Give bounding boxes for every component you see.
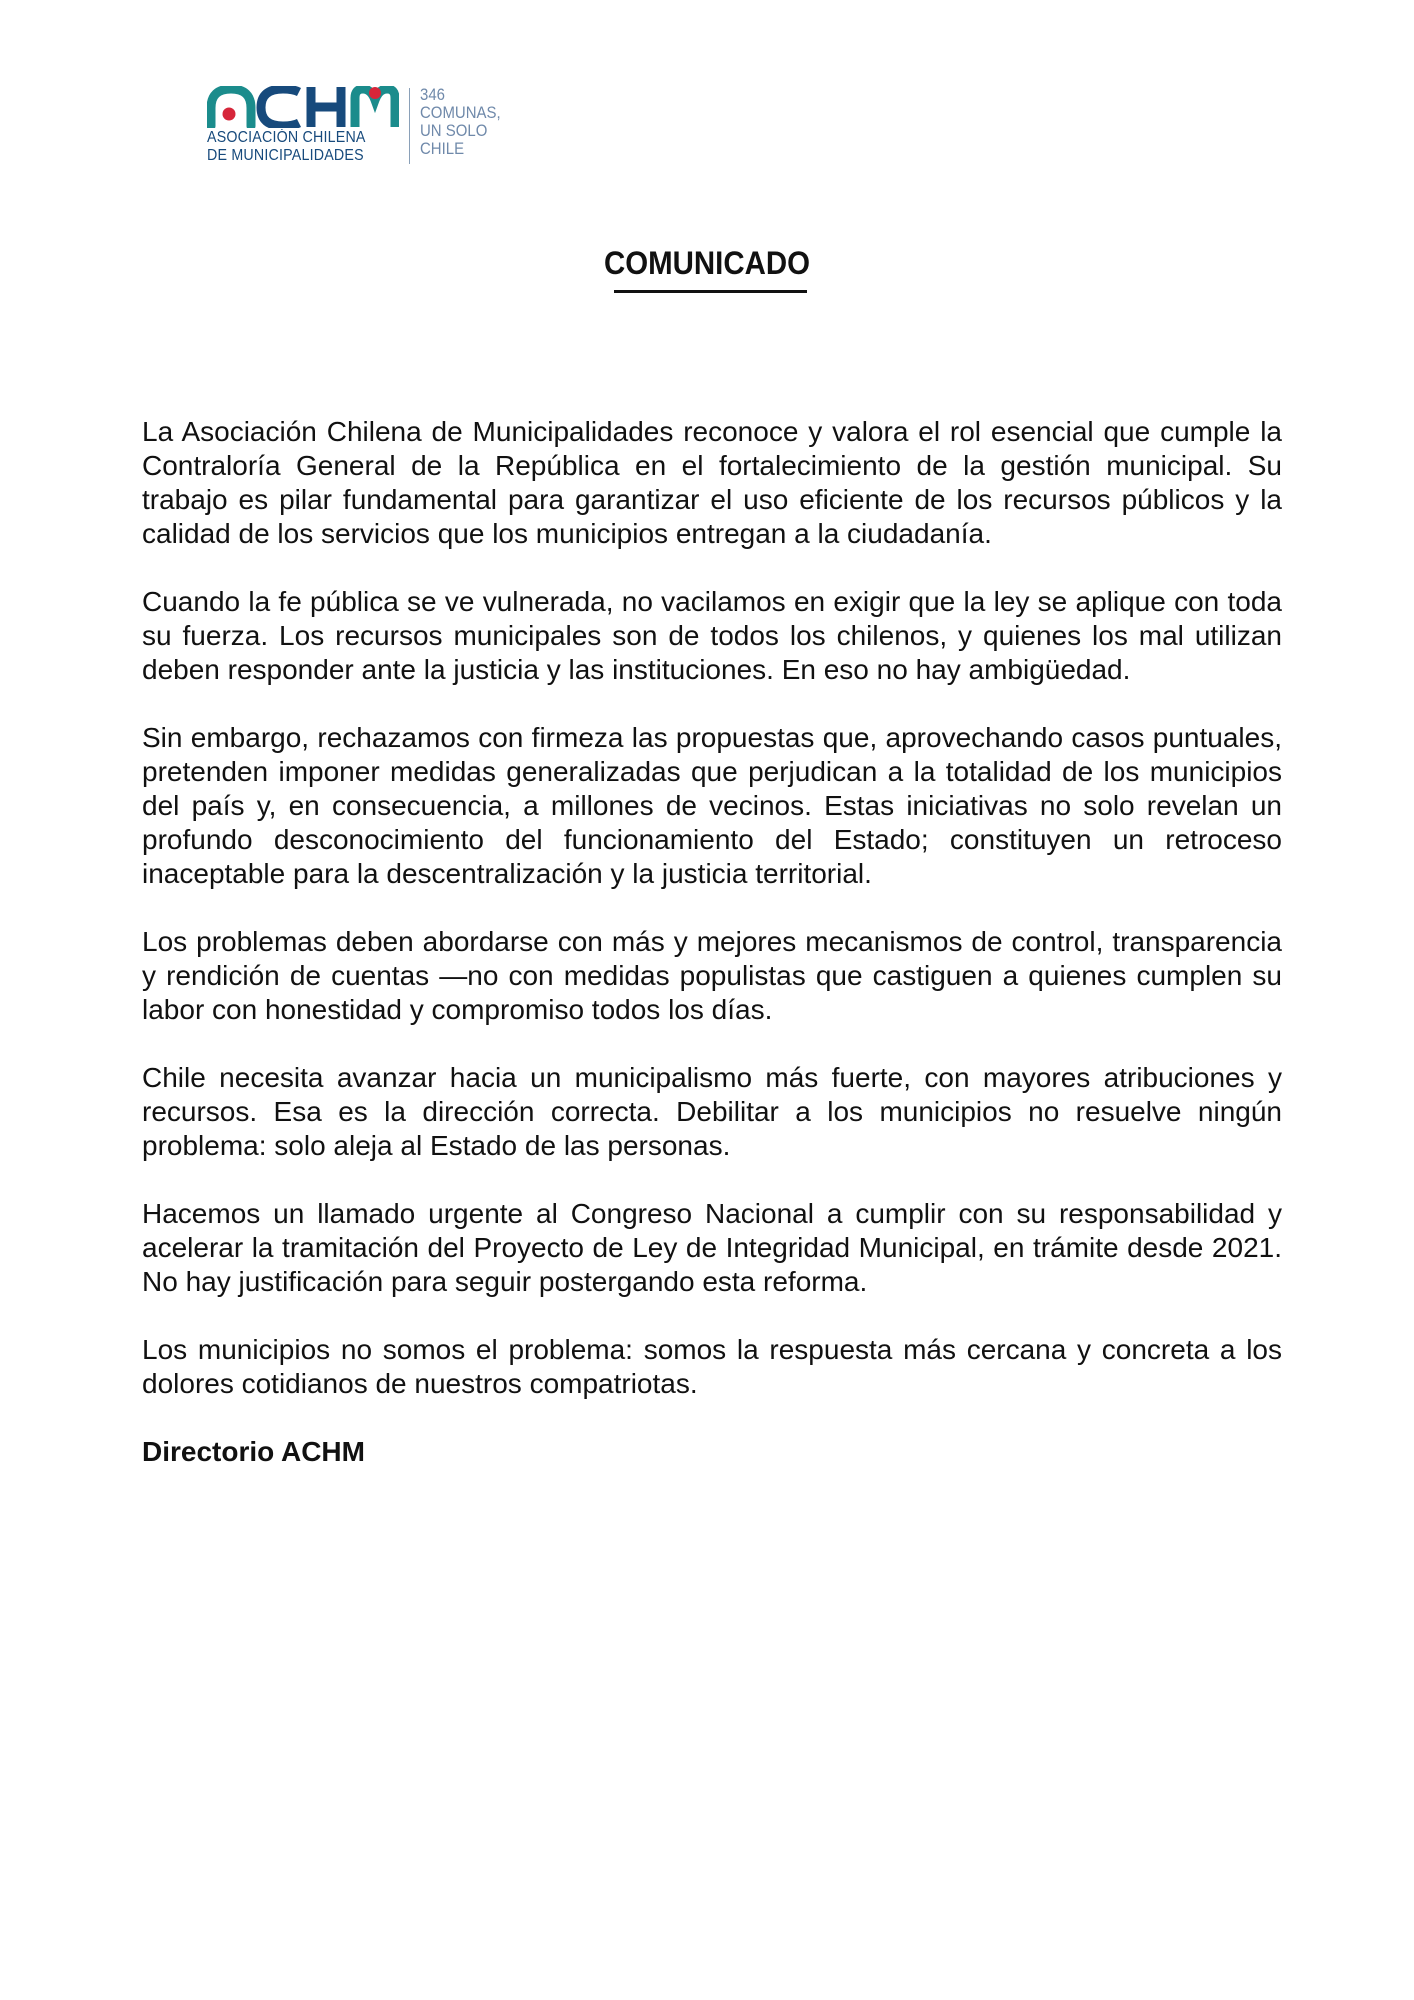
paragraph: Los municipios no somos el problema: somos la respuesta más cercana y concreta a los dolores cotidianos de nuestros compatriotas.: [142, 1334, 1282, 1399]
paragraph: Chile necesita avanzar hacia un municipalismo más fuerte, con mayores atribuciones y recursos. Esa es la dirección correcta. Debilitar a los municipios no resuelve ningún problema: solo aleja al Estado de las personas.: [142, 1062, 1282, 1161]
logo-tagline: [420, 86, 512, 164]
tagline-line: COMUNAS,: [420, 103, 501, 122]
achm-logo-mark: [207, 86, 399, 128]
document-body: [142, 415, 1282, 1503]
tagline-line: UN SOLO: [420, 121, 488, 140]
achm-wordmark-icon: [207, 86, 399, 128]
document-title: COMUNICADO: [603, 245, 811, 281]
tagline-line: CHILE: [420, 139, 465, 158]
paragraph: Los problemas deben abordarse con más y mejores mecanismos de control, transparencia y rendición de cuentas —no con medidas populistas que castiguen a quienes cumplen su labor con honestidad y compromiso todos los días.: [142, 926, 1282, 1025]
title-underline: [614, 290, 807, 293]
achm-logo: [207, 86, 512, 164]
paragraph: La Asociación Chilena de Municipalidades reconoce y valora el rol esencial que cumple la Contraloría General de la República en el fortalecimiento de la gestión municipal. Su trabajo es pilar fundamental para garantizar el uso eficiente de los recursos públicos y la calidad de los servicios que los municipios entregan a la ciudadanía.: [142, 416, 1282, 549]
paragraph: Cuando la fe pública se ve vulnerada, no vacilamos en exigir que la ley se aplique con toda su fuerza. Los recursos municipales son de todos los chilenos, y quienes los mal utilizan deben responder ante la justicia y las instituciones. En eso no hay ambigüedad.: [142, 586, 1282, 685]
logo-divider: [409, 88, 410, 164]
logo-org-line-2: DE MUNICIPALIDADES: [207, 147, 364, 164]
tagline-line: 346: [420, 85, 445, 104]
signature: Directorio ACHM: [142, 1436, 365, 1467]
paragraph: Sin embargo, rechazamos con firmeza las propuestas que, aprovechando casos puntuales, pretenden imponer medidas generalizadas que perjudican a la totalidad de los municipios del país y, en consecuencia, a millones de vecinos. Estas iniciativas no solo revelan un profundo desconocimiento del funcionamiento del Estado; constituyen un retroceso inaceptable para la descentralización y la justicia territorial.: [142, 722, 1282, 889]
paragraph: Hacemos un llamado urgente al Congreso Nacional a cumplir con su responsabilidad y acelerar la tramitación del Proyecto de Ley de Integridad Municipal, en trámite desde 2021. No hay justificación para seguir postergando esta reforma.: [142, 1198, 1282, 1297]
logo-org-line-1: ASOCIACIÓN CHILENA: [207, 129, 366, 146]
